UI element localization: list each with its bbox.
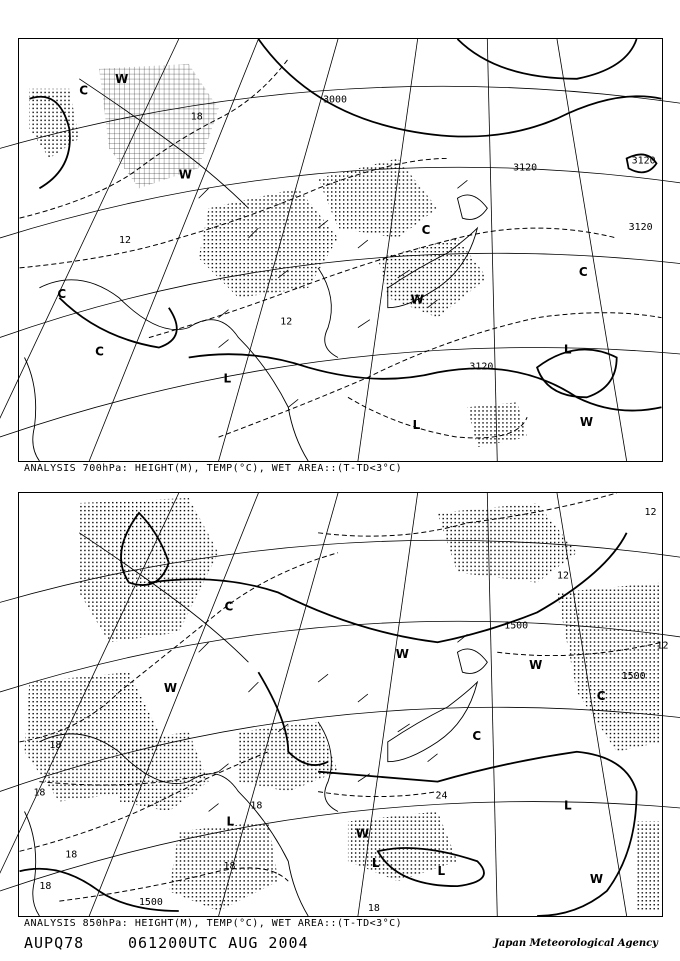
contour-label: 12 bbox=[119, 235, 132, 247]
low-symbol: L bbox=[371, 856, 380, 871]
panel-caption-700hpa: ANALYSIS 700hPa: HEIGHT(M), TEMP(°C), WET AREA::(T-TD<3°C) bbox=[24, 463, 403, 474]
contour-label: 12 bbox=[280, 316, 293, 328]
map-850hpa-svg bbox=[19, 493, 669, 916]
map-700hpa-svg bbox=[19, 39, 662, 461]
contour-label: 12 bbox=[644, 506, 657, 518]
contour-label: 18 bbox=[33, 787, 46, 799]
contour-label: 18 bbox=[250, 800, 263, 812]
contour-label: 3120 bbox=[469, 361, 494, 373]
station-plots bbox=[199, 634, 468, 811]
contour-label: 24 bbox=[435, 790, 448, 802]
cold-symbol: C bbox=[224, 599, 234, 614]
cold-symbol: C bbox=[596, 689, 606, 704]
contour-label: 18 bbox=[39, 881, 52, 893]
warm-symbol: W bbox=[529, 658, 543, 673]
cold-symbol: C bbox=[57, 286, 67, 301]
low-symbol: L bbox=[226, 814, 235, 829]
contour-label: 3120 bbox=[631, 155, 656, 167]
contour-label: 3120 bbox=[513, 162, 538, 174]
contour-label: 1500 bbox=[621, 671, 646, 683]
contour-label: 18 bbox=[223, 861, 236, 873]
panel-caption-850hpa: ANALYSIS 850hPa: HEIGHT(M), TEMP(°C), WET AREA::(T-TD<3°C) bbox=[24, 918, 403, 929]
contour-label: 12 bbox=[556, 570, 569, 582]
map-panel-850hpa bbox=[18, 492, 669, 917]
warm-symbol: W bbox=[163, 681, 178, 696]
cold-symbol: C bbox=[472, 728, 482, 743]
warm-symbol: W bbox=[579, 415, 594, 430]
warm-symbol: W bbox=[178, 167, 192, 182]
contour-label: 3120 bbox=[628, 222, 653, 234]
contour-label: 18 bbox=[367, 903, 380, 915]
contour-label: 18 bbox=[49, 739, 62, 751]
contour-label: 3000 bbox=[323, 94, 348, 106]
latitude-lines bbox=[0, 83, 680, 437]
map-panel-700hpa bbox=[18, 38, 663, 462]
contour-label: 12 bbox=[656, 640, 669, 652]
cold-symbol: C bbox=[578, 264, 588, 279]
low-symbol: L bbox=[437, 864, 446, 879]
product-code: AUPQ78 bbox=[24, 934, 85, 952]
issue-time: 061200UTC AUG 2004 bbox=[128, 934, 309, 952]
cold-symbol: C bbox=[79, 83, 89, 98]
contour-label: 1500 bbox=[138, 897, 163, 909]
contour-label: 1500 bbox=[504, 620, 529, 632]
warm-symbol: W bbox=[410, 292, 424, 307]
cold-symbol: C bbox=[421, 223, 431, 238]
contour-label: 18 bbox=[190, 111, 203, 123]
agency-credit: Japan Meteorological Agency bbox=[494, 938, 658, 949]
warm-symbol: W bbox=[395, 647, 409, 662]
warm-symbol: W bbox=[115, 71, 129, 86]
low-symbol: L bbox=[223, 371, 232, 386]
cold-symbol: C bbox=[95, 344, 104, 359]
contour-label: 18 bbox=[65, 849, 78, 861]
low-symbol: L bbox=[563, 342, 572, 357]
low-symbol: L bbox=[412, 418, 421, 433]
warm-symbol: W bbox=[355, 826, 370, 841]
low-symbol: L bbox=[563, 798, 572, 813]
warm-symbol: W bbox=[589, 872, 603, 887]
